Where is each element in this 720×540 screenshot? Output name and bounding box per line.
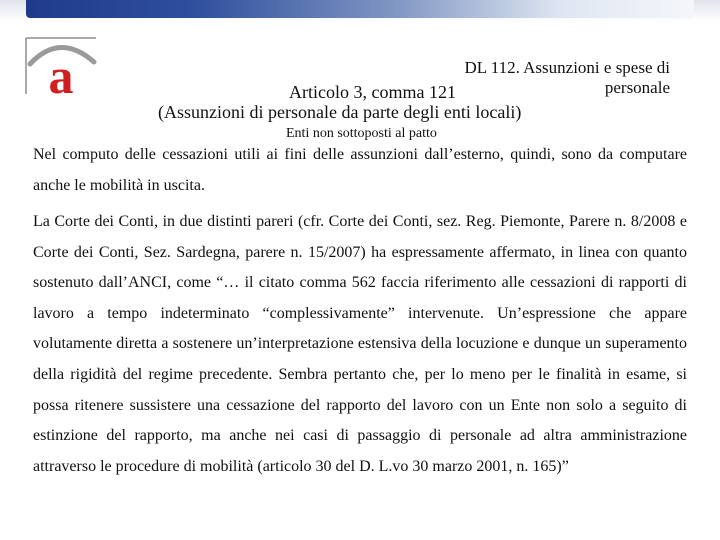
slide-title-line1b: personale — [604, 78, 670, 97]
slide-title-line1: DL 112. Assunzioni e spese di — [464, 58, 670, 77]
anci-logo-icon — [24, 36, 98, 96]
logo-graphic — [24, 36, 98, 96]
paragraph-mobility: Nel computo delle cessazioni utili ai fini delle assunzioni dall’esterno, quindi, sono da computare anche le mobilità in uscita. — [33, 146, 687, 194]
paragraph-corte-conti: La Corte dei Conti, in due distinti pareri (cfr. Corte dei Conti, sez. Reg. Piemonte, Parere n. 8/2008 e Corte dei Conti, Sez. Sardegna, parere n. 15/2007) ha espressamente affermato, in linea con quanto sostenuto dall’ANCI, come “… il citato comma 562 faccia riferimento alle cessazioni di rapporti di lavoro a tempo indeterminato “complessivamente” intervenute. Un’espressione che appare volutamente diretta a sostenere un’interpretazione estensiva della locuzione e dunque un superamento della rigidità del regime precedente. Sembra pertanto che, per lo meno per le finalità in esame, si possa ritenere sussistere una cessazione del rapporto del lavoro con un Ente non solo a seguito di estinzione del rapporto, ma anche nei casi di passaggio di personale ad altra amministrazione attraverso le procedure di mobilità (articolo 30 del D. L.vo 30 marzo 2001, n. 165)” — [33, 213, 687, 475]
top-banner — [0, 0, 720, 22]
top-banner-gradient — [26, 0, 694, 18]
slide-title-article: Articolo 3, comma 121 — [289, 82, 456, 102]
slide-subtitle: Enti non sottoposti al patto — [286, 126, 437, 141]
slide-title-description: (Assunzioni di personale da parte degli enti locali) — [158, 102, 522, 122]
logo-letter: a — [48, 48, 74, 96]
